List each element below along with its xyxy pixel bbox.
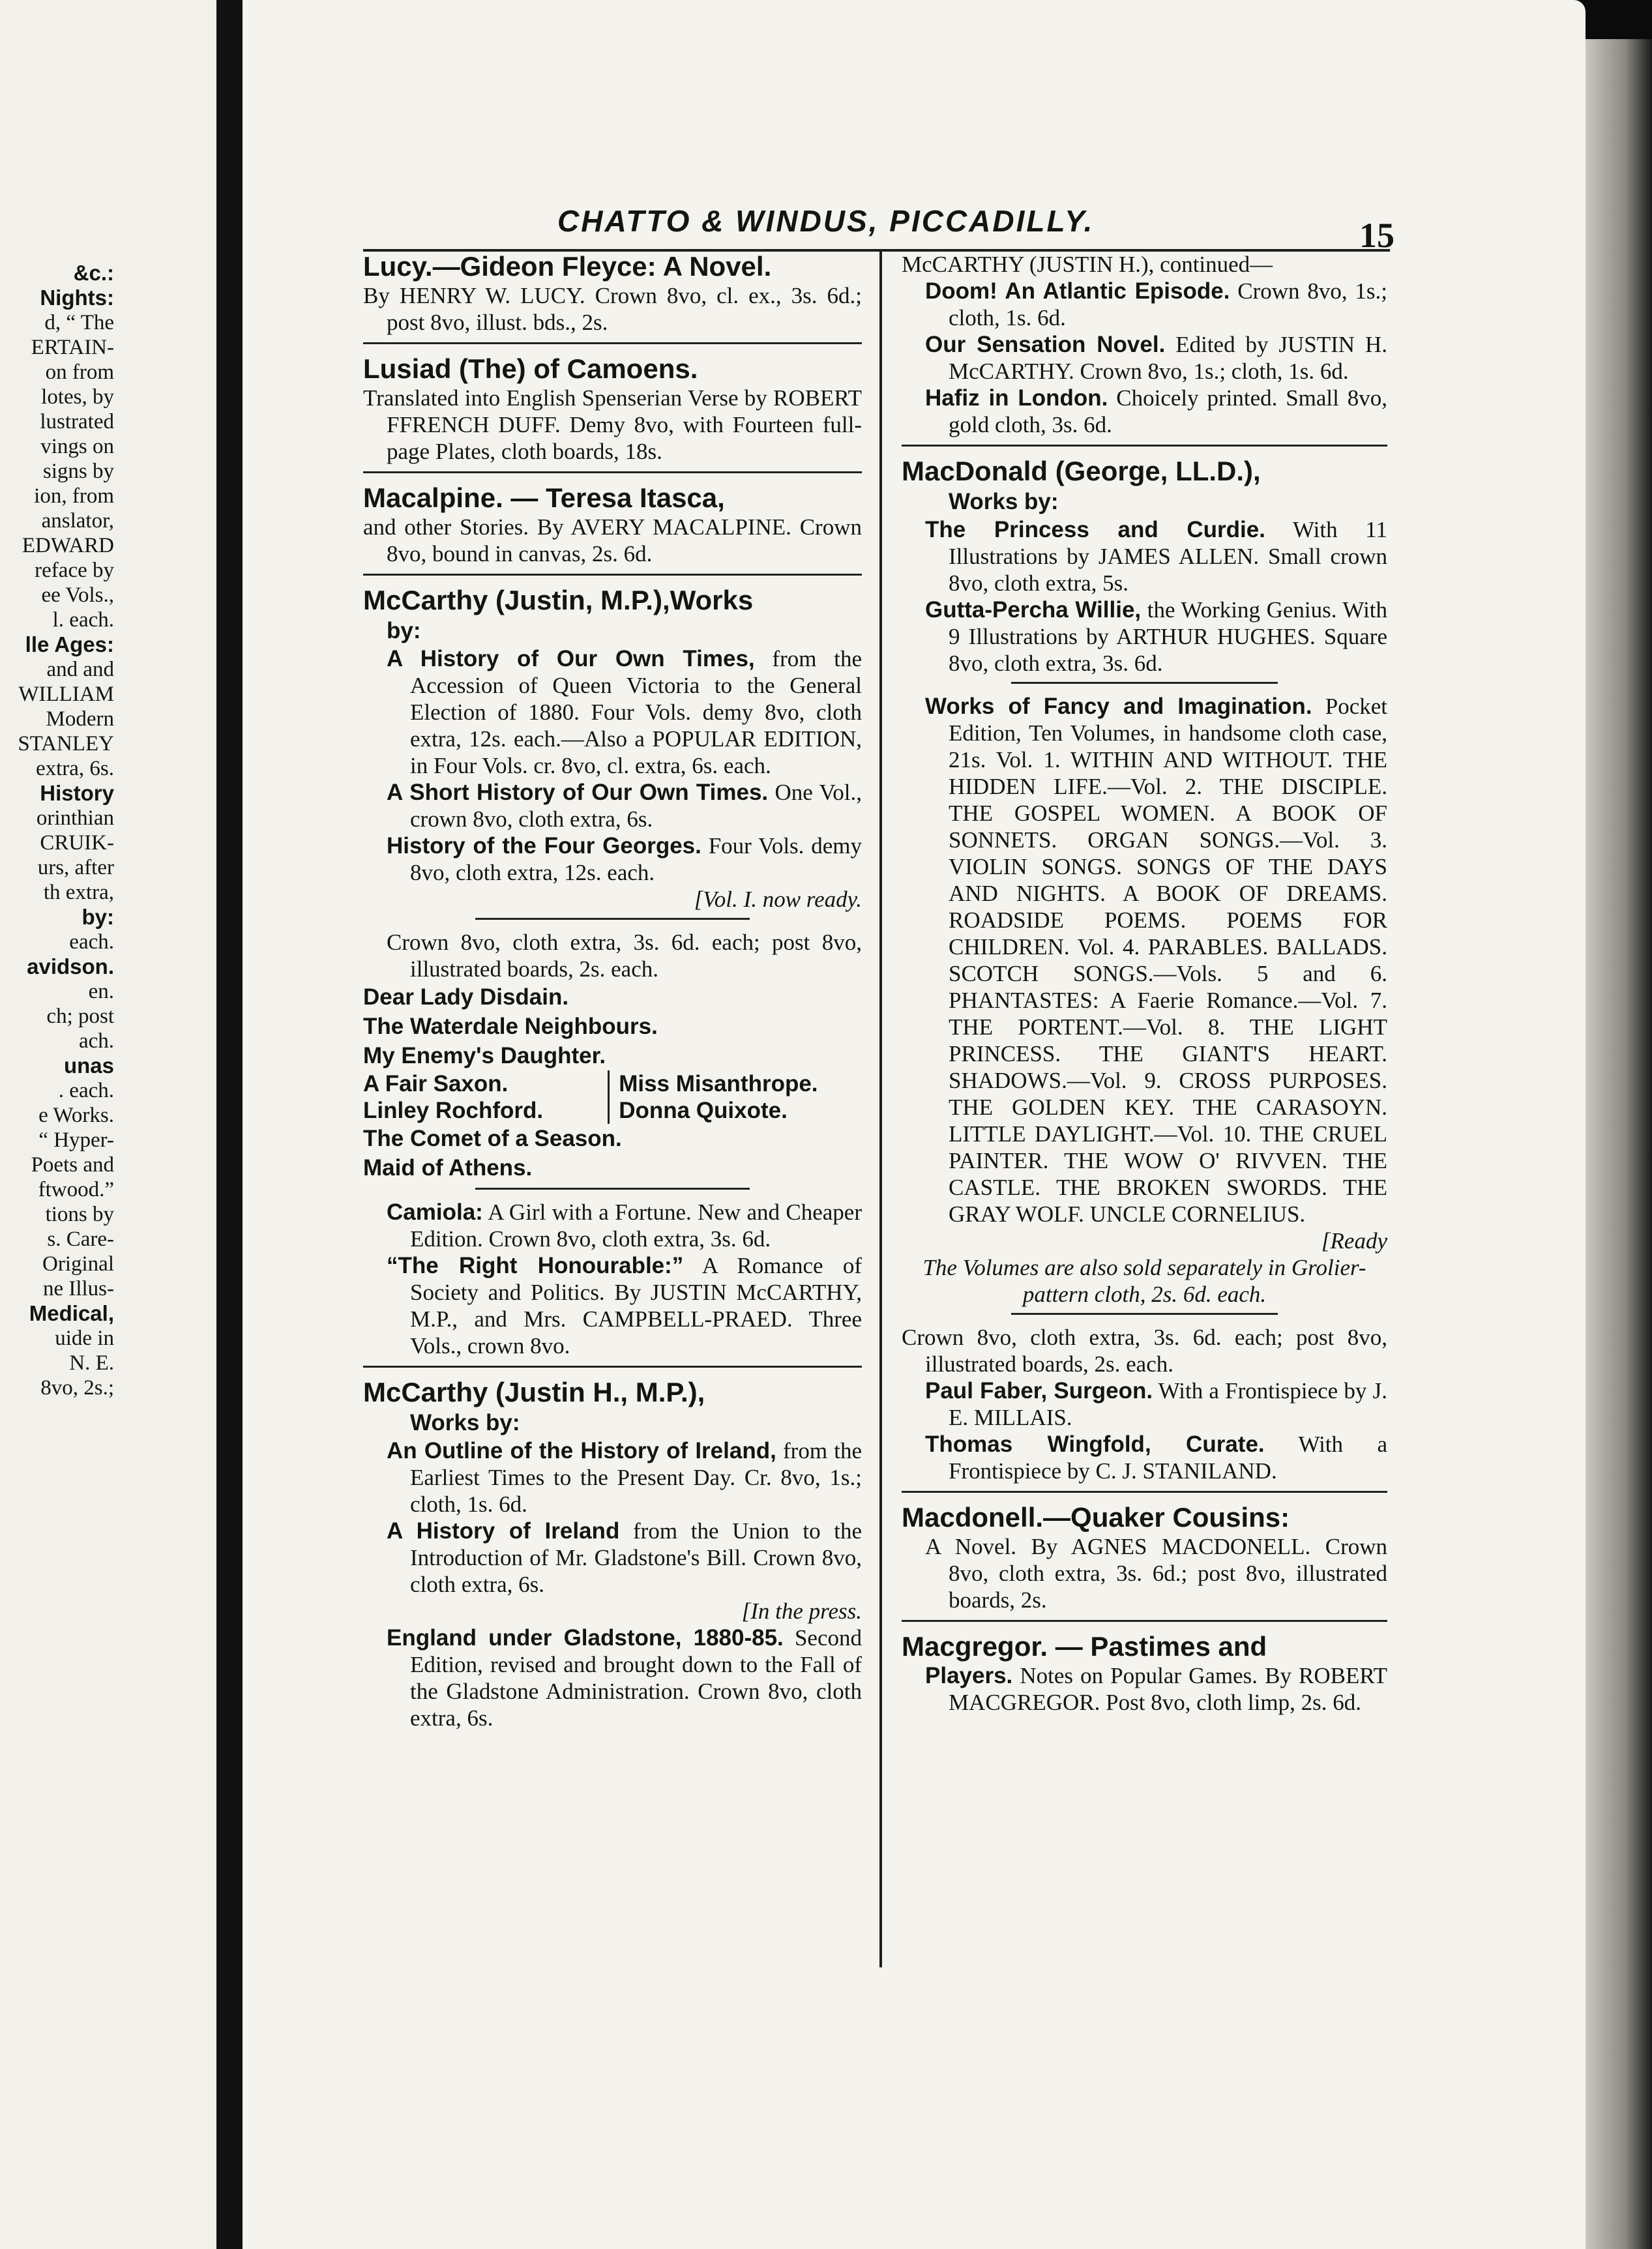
fragment-line: tions by: [45, 1203, 114, 1226]
fragment-line: th extra,: [43, 881, 114, 904]
title-line: My Enemy's Daughter.: [363, 1043, 606, 1068]
book-details: the Working Genius. With 9 Illustrations by ARTHUR HUGHES. Square 8vo, cloth extra, 3s. 6d.: [949, 597, 1387, 676]
book-title: The Princess and Curdie.: [925, 517, 1265, 542]
separate-volumes-note: The Volumes are also sold separately in Grolier-pattern cloth, 2s. 6d. each.: [922, 1255, 1366, 1307]
book-title: Paul Faber, Surgeon.: [925, 1378, 1153, 1404]
title-pair: [363, 1070, 862, 1097]
book-title: Doom! An Atlantic Episode.: [925, 278, 1230, 304]
entry-lucy: [363, 251, 862, 336]
fragment-line: signs by: [42, 460, 114, 483]
page-edge-shadow: [1586, 39, 1652, 2249]
entry-heading: McCarthy (Justin, M.P.),Works: [363, 585, 754, 615]
fragment-line: Medical,: [29, 1301, 114, 1325]
fragment-line: by:: [81, 905, 114, 929]
entry-body: [902, 1662, 1387, 1716]
fragment-line: anslator,: [41, 509, 114, 533]
fragment-line: ee Vols.,: [41, 583, 114, 607]
book-details: One Vol., crown 8vo, cloth extra, 6s.: [410, 780, 862, 832]
running-head-title: CHATTO & WINDUS, PICCADILLY.: [557, 204, 1095, 238]
book-title: Works of Fancy and Imagination.: [925, 694, 1312, 719]
divider: [902, 1620, 1387, 1622]
entry-macdonell: [902, 1502, 1387, 1613]
book-title: Hafiz in London.: [925, 385, 1108, 411]
entry-macalpine: [363, 482, 862, 567]
book-item: [902, 385, 1387, 438]
book-item: [363, 645, 862, 779]
book-title: Our Sensation Novel.: [925, 332, 1166, 357]
fragment-line: en.: [88, 980, 114, 1003]
entry-body: By HENRY W. LUCY. Crown 8vo, cl. ex., 3s. 6d.; post 8vo, illust. bds., 2s.: [363, 283, 862, 335]
fragment-line: . each.: [58, 1079, 114, 1102]
fragment-line: &c.:: [73, 261, 114, 285]
book-item: [363, 1252, 862, 1359]
entry-macgregor: [902, 1631, 1387, 1716]
entry-heading: Macalpine. — Teresa Itasca,: [363, 482, 725, 513]
title-right: Donna Quixote.: [619, 1098, 788, 1123]
book-title: History of the Four Georges.: [387, 833, 701, 859]
book-title: Thomas Wingfold, Curate.: [925, 1432, 1265, 1457]
fragment-line: lle Ages:: [25, 632, 114, 656]
entry-macdonald: [902, 456, 1387, 1484]
title-pair: [363, 1097, 862, 1124]
divider: [1011, 682, 1278, 684]
divider: [902, 1491, 1387, 1493]
book-item: [902, 693, 1387, 1227]
divider: [363, 1366, 862, 1368]
book-details: Edited by JUSTIN H. McCARTHY. Crown 8vo, 1s.; cloth, 1s. 6d.: [949, 332, 1387, 384]
book-details: With a Frontispiece by C. J. STANILAND.: [949, 1432, 1387, 1484]
entry-details: Notes on Popular Games. By ROBERT MACGREGOR. Post 8vo, cloth limp, 2s. 6d.: [949, 1663, 1387, 1715]
book-details: from the Accession of Queen Victoria to the General Election of 1880. Four Vols. demy 8vo, cloth extra, 12s. each.—Also a POPULAR EDITION, in Four Vols. cr. 8vo, cl. extra, 6s. each.: [410, 646, 862, 778]
entry-body: Translated into English Spenserian Verse by ROBERT FFRENCH DUFF. Demy 8vo, with Fourteen full-page Plates, cloth boards, 18s.: [363, 385, 862, 464]
book-details: Choicely printed. Small 8vo, gold cloth, 3s. 6d.: [949, 385, 1387, 437]
right-column: [902, 251, 1387, 1978]
book-title: An Outline of the History of Ireland,: [387, 1438, 776, 1463]
facing-page-fragment: [0, 261, 114, 1400]
fragment-line: ERTAIN-: [31, 336, 114, 359]
fragment-line: avidson.: [27, 954, 114, 978]
fragment-line: each.: [69, 930, 114, 954]
fragment-line: History: [40, 781, 114, 805]
book-title: Camiola:: [387, 1199, 483, 1225]
book-details: Crown 8vo, 1s.; cloth, 1s. 6d.: [949, 278, 1387, 331]
entry-heading: Lusiad (The) of Camoens.: [363, 353, 698, 384]
book-title: A Short History of Our Own Times.: [387, 780, 769, 805]
fragment-line: unas: [63, 1053, 114, 1078]
fragment-line: 8vo, 2s.;: [40, 1376, 114, 1400]
title-left: A Fair Saxon.: [363, 1070, 610, 1097]
entry-mccarthy-justin-h: [363, 1377, 862, 1731]
fragment-line: d, “ The: [44, 311, 114, 334]
book-item: [902, 1431, 1387, 1484]
fragment-line: ach.: [78, 1029, 114, 1053]
title-right: Miss Misanthrope.: [619, 1071, 818, 1096]
book-title: Gutta-Percha Willie,: [925, 597, 1142, 623]
fragment-line: urs, after: [37, 856, 114, 879]
fragment-line: reface by: [35, 559, 114, 582]
book-title: “The Right Honourable:”: [387, 1253, 684, 1278]
entry-body: A Novel. By AGNES MACDONELL. Crown 8vo, cloth extra, 3s. 6d.; post 8vo, illustrated boards, 2s.: [925, 1534, 1387, 1613]
continued-heading: McCARTHY (JUSTIN H.), continued—: [902, 252, 1273, 277]
works-by-label: by:: [387, 618, 421, 643]
fragment-line: Original: [42, 1252, 114, 1276]
book-item: [363, 779, 862, 832]
title-line: Maid of Athens.: [363, 1155, 533, 1181]
book-item: [902, 596, 1387, 677]
book-item: [902, 278, 1387, 331]
divider: [363, 471, 862, 473]
volume-note: [Vol. I. now ready.: [694, 887, 862, 912]
fragment-line: lustrated: [40, 410, 114, 434]
fragment-line: STANLEY: [18, 732, 114, 756]
entry-lusiad: [363, 353, 862, 465]
entry-mccarthy-justin: [363, 585, 862, 1359]
entry-mccarthy-continued: [902, 251, 1387, 438]
fragment-line: EDWARD: [22, 534, 114, 557]
fragment-line: ftwood.”: [38, 1178, 114, 1201]
entry-heading: MacDonald (George, LL.D.),: [902, 456, 1261, 486]
title-line: The Comet of a Season.: [363, 1126, 622, 1151]
entry-subtitle: Players.: [925, 1663, 1013, 1688]
book-title: A History of Our Own Times,: [387, 646, 755, 671]
entry-heading: McCarthy (Justin H., M.P.),: [363, 1377, 705, 1407]
divider: [363, 342, 862, 344]
book-details: With 11 Illustrations by JAMES ALLEN. Small crown 8vo, cloth extra, 5s.: [949, 517, 1387, 596]
entry-heading: Macgregor. — Pastimes and: [902, 1631, 1267, 1662]
divider: [363, 574, 862, 576]
title-left: Linley Rochford.: [363, 1097, 610, 1124]
book-item: [902, 331, 1387, 385]
book-details: A Romance of Society and Politics. By JUSTIN McCARTHY, M.P., and Mrs. CAMPBELL-PRAED. Three Vols., crown 8vo.: [410, 1253, 862, 1359]
book-details: Four Vols. demy 8vo, cloth extra, 12s. each.: [410, 833, 862, 885]
book-item: [363, 1624, 862, 1731]
book-item: [902, 1377, 1387, 1431]
entry-heading: Lucy.—Gideon Fleyce: A Novel.: [363, 251, 772, 282]
fragment-line: and and: [46, 658, 114, 681]
fragment-line: “ Hyper-: [38, 1128, 114, 1152]
fragment-line: Modern: [46, 707, 114, 731]
fragment-line: ch; post: [46, 1005, 114, 1028]
title-line: Dear Lady Disdain.: [363, 984, 569, 1010]
divider: [1011, 1313, 1278, 1315]
edition-price-line: Crown 8vo, cloth extra, 3s. 6d. each; post 8vo, illustrated boards, 2s. each.: [387, 930, 862, 982]
book-details: Second Edition, revised and brought down to the Fall of the Gladstone Administration. Crown 8vo, cloth extra, 6s.: [410, 1625, 862, 1731]
book-item: [363, 832, 862, 886]
book-details: With a Frontispiece by J. E. MILLAIS.: [949, 1378, 1387, 1430]
column-separator: [879, 250, 882, 1967]
book-title: England under Gladstone, 1880-85.: [387, 1625, 784, 1651]
edition-price-line: Crown 8vo, cloth extra, 3s. 6d. each; post 8vo, illustrated boards, 2s. each.: [902, 1325, 1387, 1377]
book-title: A History of Ireland: [387, 1518, 620, 1544]
book-item: [363, 1437, 862, 1518]
fragment-line: ion, from: [34, 484, 114, 508]
fragment-line: on from: [45, 360, 114, 384]
book-details: Pocket Edition, Ten Volumes, in handsome cloth case, 21s. Vol. 1. WITHIN AND WITHOUT. THE HIDDEN LIFE.—Vol. 2. THE DISCIPLE. THE GOSPEL WOMEN. A BOOK OF SONNETS. ORGAN SONGS.—Vol. 3. VIOLIN SONGS. SONGS OF THE DAYS AND NIGHTS. A BOOK OF DREAMS. ROADSIDE POEMS. POEMS FOR CHILDREN. Vol. 4. PARABLES. BALLADS. SCOTCH SONGS.—Vols. 5 and 6. PHANTASTES: A Faerie Romance.—Vol. 7. THE PORTENT.—Vol. 8. THE LIGHT PRINCESS. THE GIANT'S HEART. SHADOWS.—Vol. 9. CROSS PURPOSES. THE GOLDEN KEY. THE CARASOYN. LITTLE DAYLIGHT.—Vol. 10. THE CRUEL PAINTER. THE WOW O' RIVVEN. THE CASTLE. THE BROKEN SWORDS. THE GRAY WOLF. UNCLE CORNELIUS.: [949, 694, 1387, 1227]
book-item: [363, 1518, 862, 1598]
book-details: from the Earliest Times to the Present Day. Cr. 8vo, 1s.; cloth, 1s. 6d.: [410, 1438, 862, 1517]
fragment-line: e Works.: [38, 1104, 114, 1127]
fragment-line: uide in: [55, 1327, 114, 1350]
fragment-line: l. each.: [52, 608, 114, 632]
fragment-line: extra, 6s.: [35, 757, 114, 780]
fragment-line: Poets and: [31, 1153, 114, 1177]
fragment-line: lotes, by: [41, 385, 114, 409]
entry-body: and other Stories. By AVERY MACALPINE. Crown 8vo, bound in canvas, 2s. 6d.: [363, 514, 862, 566]
fragment-line: vings on: [40, 435, 114, 458]
entry-heading: Macdonell.—Quaker Cousins:: [902, 1502, 1290, 1533]
fragment-line: CRUIK-: [40, 831, 114, 855]
works-by-label: Works by:: [949, 489, 1059, 514]
ready-note: [Ready: [1321, 1228, 1387, 1254]
book-item: [902, 516, 1387, 596]
divider: [475, 1188, 750, 1190]
fragment-line: WILLIAM: [18, 683, 114, 706]
fragment-line: N. E.: [69, 1351, 114, 1375]
fragment-line: Nights:: [40, 286, 114, 310]
title-line: The Waterdale Neighbours.: [363, 1014, 658, 1039]
book-spine-shadow: [216, 0, 243, 2249]
book-item: [363, 1199, 862, 1252]
left-column: [363, 251, 862, 1978]
press-note: [In the press.: [741, 1598, 862, 1624]
divider: [902, 445, 1387, 447]
book-details: A Girl with a Fortune. New and Cheaper Edition. Crown 8vo, cloth extra, 3s. 6d.: [410, 1199, 862, 1252]
fragment-line: s. Care-: [47, 1227, 114, 1251]
works-by-label: Works by:: [410, 1410, 520, 1435]
fragment-line: ne Illus-: [42, 1277, 114, 1301]
page-number: 15: [1359, 216, 1394, 255]
divider: [475, 918, 750, 920]
fragment-line: orinthian: [36, 806, 114, 830]
book-details: from the Union to the Introduction of Mr. Gladstone's Bill. Crown 8vo, cloth extra, 6s.: [410, 1518, 862, 1597]
